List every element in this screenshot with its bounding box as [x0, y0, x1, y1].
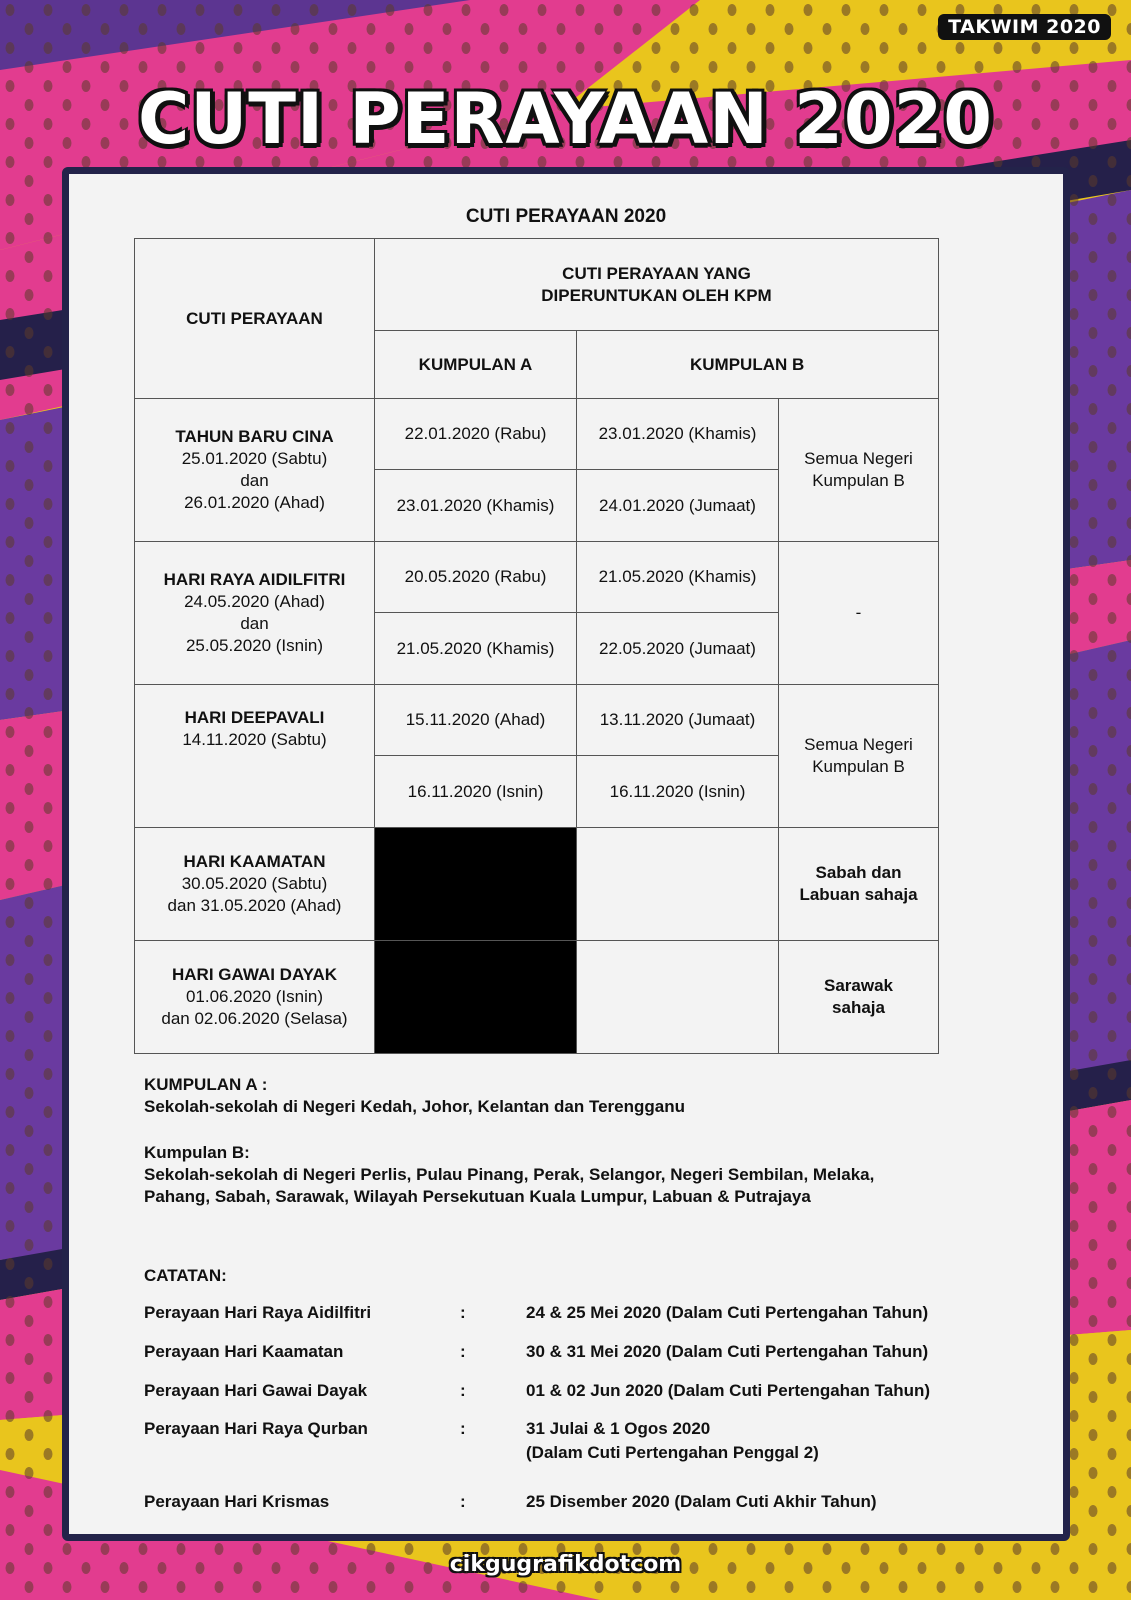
kumpulan-b-heading: Kumpulan B:	[144, 1143, 250, 1162]
catatan-heading: CATATAN:	[144, 1266, 227, 1285]
holiday-conj: dan	[240, 614, 269, 633]
group-note: -	[779, 542, 939, 685]
kumpulan-a-text: Sekolah-sekolah di Negeri Kedah, Johor, Kelantan dan Terengganu	[144, 1097, 685, 1116]
group-note	[779, 941, 939, 1054]
holiday-conj: dan	[240, 471, 269, 490]
holiday-name: HARI GAWAI DAYAK	[172, 965, 337, 984]
header-kpm-text: CUTI PERAYAAN YANG DIPERUNTUKAN OLEH KPM	[541, 263, 772, 305]
holiday-date: 01.06.2020 (Isnin)	[185, 987, 324, 1006]
holiday-date: dan 31.05.2020 (Ahad)	[167, 896, 342, 915]
catatan-colon: :	[460, 1381, 466, 1400]
group-note-text: Sabah dan Labuan sahaja	[799, 863, 918, 904]
holiday-name: TAHUN BARU CINA	[175, 427, 334, 446]
document-panel	[62, 167, 1070, 1541]
holiday-date: 24.05.2020 (Ahad)	[184, 592, 325, 611]
group-note-text: Semua Negeri Kumpulan B	[804, 735, 913, 776]
catatan-row	[144, 1379, 1024, 1403]
catatan-row	[144, 1301, 1024, 1325]
catatan-value-line2: (Dalam Cuti Pertengahan Penggal 2)	[526, 1443, 819, 1462]
group-notes	[144, 1074, 874, 1208]
catatan-row	[144, 1417, 1024, 1465]
catatan-value: 30 & 31 Mei 2020 (Dalam Cuti Pertengahan Tahun)	[526, 1342, 929, 1361]
holiday-date: 26.01.2020 (Ahad)	[184, 493, 325, 512]
poster-title: CUTI PERAYAAN 2020	[138, 78, 993, 160]
holiday-date: 14.11.2020 (Sabtu)	[182, 730, 327, 749]
header-kumpulan-a: KUMPULAN A	[375, 331, 577, 399]
catatan-colon: :	[460, 1303, 466, 1322]
kumpulan-b-date: 24.01.2020 (Jumaat)	[577, 470, 779, 542]
kumpulan-a-date: 23.01.2020 (Khamis)	[375, 470, 577, 542]
empty-cell	[577, 828, 779, 941]
catatan-value: 24 & 25 Mei 2020 (Dalam Cuti Pertengahan Tahun)	[526, 1303, 929, 1322]
kumpulan-a-date: 20.05.2020 (Rabu)	[375, 542, 577, 613]
kumpulan-b-date: 22.05.2020 (Jumaat)	[577, 613, 779, 685]
holiday-date: 25.05.2020 (Isnin)	[185, 636, 324, 655]
holiday-date: dan 02.06.2020 (Selasa)	[161, 1009, 348, 1028]
kumpulan-b-date: 21.05.2020 (Khamis)	[577, 542, 779, 613]
kumpulan-a-heading: KUMPULAN A :	[144, 1075, 268, 1094]
holiday-table	[134, 238, 939, 1054]
catatan-label: Perayaan Hari Gawai Dayak	[144, 1381, 368, 1400]
kumpulan-a-date: 16.11.2020 (Isnin)	[375, 756, 577, 828]
footer-site: cikgugrafikdotcom	[449, 1552, 682, 1577]
header-cuti-perayaan: CUTI PERAYAAN	[135, 239, 375, 399]
kumpulan-a-date: 15.11.2020 (Ahad)	[375, 685, 577, 756]
holiday-cell	[135, 542, 375, 685]
group-note	[779, 685, 939, 828]
document-title: CUTI PERAYAAN 2020	[465, 206, 667, 227]
redacted-cell	[375, 828, 577, 941]
catatan-colon: :	[460, 1342, 466, 1361]
catatan-label: Perayaan Hari Raya Qurban	[144, 1419, 368, 1438]
holiday-cell	[135, 828, 375, 941]
catatan-value: 31 Julai & 1 Ogos 2020	[526, 1419, 711, 1438]
holiday-cell	[135, 685, 375, 828]
catatan-label: Perayaan Hari Kaamatan	[144, 1342, 344, 1361]
kumpulan-b-line1: Sekolah-sekolah di Negeri Perlis, Pulau Pinang, Perak, Selangor, Negeri Sembilan, Melaka,	[144, 1165, 875, 1184]
kumpulan-b-date: 13.11.2020 (Jumaat)	[577, 685, 779, 756]
header-kumpulan-b: KUMPULAN B	[577, 331, 939, 399]
kumpulan-a-date: 21.05.2020 (Khamis)	[375, 613, 577, 685]
kumpulan-b-date: 23.01.2020 (Khamis)	[577, 399, 779, 470]
catatan-label: Perayaan Hari Krismas	[144, 1492, 330, 1511]
catatan-value: 25 Disember 2020 (Dalam Cuti Akhir Tahun)	[526, 1492, 877, 1511]
group-note-text: Sarawak sahaja	[824, 976, 893, 1017]
group-note	[779, 399, 939, 542]
holiday-cell	[135, 941, 375, 1054]
header-kpm	[375, 239, 939, 331]
kumpulan-a-date: 22.01.2020 (Rabu)	[375, 399, 577, 470]
kumpulan-b-line2: Pahang, Sabah, Sarawak, Wilayah Persekutuan Kuala Lumpur, Labuan & Putrajaya	[144, 1187, 811, 1206]
holiday-cell	[135, 399, 375, 542]
holiday-date: 25.01.2020 (Sabtu)	[181, 449, 328, 468]
holiday-date: 30.05.2020 (Sabtu)	[181, 874, 328, 893]
empty-cell	[577, 941, 779, 1054]
holiday-name: HARI KAAMATAN	[183, 852, 326, 871]
catatan-row	[144, 1490, 1024, 1514]
group-note-text: Semua Negeri Kumpulan B	[804, 449, 913, 490]
takwim-tag: TAKWIM 2020	[938, 14, 1111, 40]
holiday-name: HARI DEEPAVALI	[184, 708, 325, 727]
redacted-cell	[375, 941, 577, 1054]
kumpulan-b-date: 16.11.2020 (Isnin)	[577, 756, 779, 828]
catatan-colon: :	[460, 1492, 466, 1511]
catatan-colon: :	[460, 1419, 466, 1438]
group-note	[779, 828, 939, 941]
catatan-value: 01 & 02 Jun 2020 (Dalam Cuti Pertengahan Tahun)	[526, 1381, 931, 1400]
catatan-label: Perayaan Hari Raya Aidilfitri	[144, 1303, 372, 1322]
holiday-name: HARI RAYA AIDILFITRI	[163, 570, 346, 589]
catatan-row	[144, 1340, 1024, 1364]
